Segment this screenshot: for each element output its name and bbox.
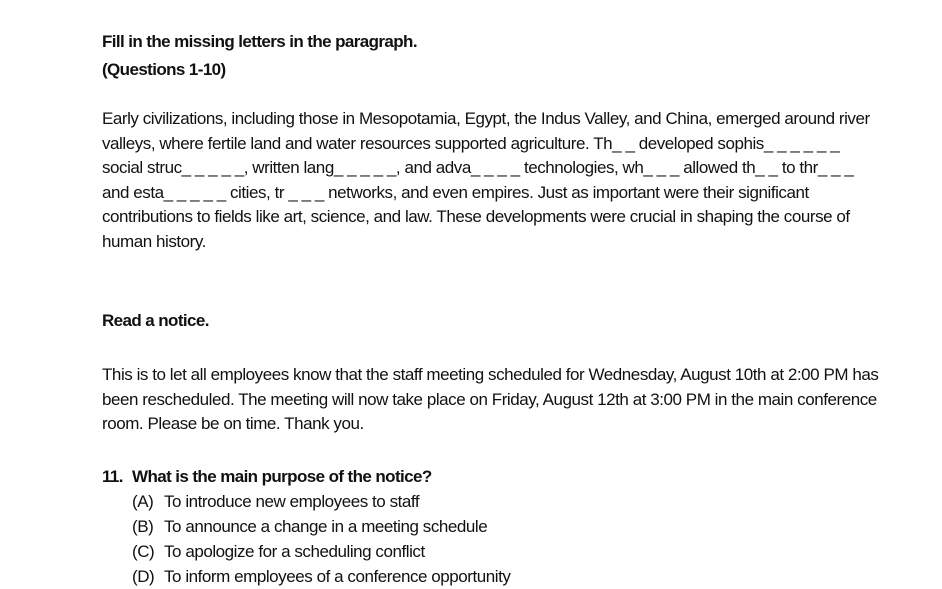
question-11 bbox=[102, 464, 882, 589]
notice-text: This is to let all employees know that the staff meeting scheduled for Wednesday, August 10th at 2:00 PM has been rescheduled. The meeting will now take place on Friday, August 12th at 3:00 PM in the main conference room. Please be on time. Thank you. bbox=[102, 365, 879, 434]
option-letter: (C) bbox=[132, 542, 155, 561]
question-stem bbox=[102, 464, 882, 489]
answer-option-c[interactable] bbox=[132, 539, 882, 564]
answer-option-d[interactable] bbox=[132, 564, 882, 589]
answer-options bbox=[102, 489, 882, 589]
document-page bbox=[102, 28, 882, 586]
question-text: What is the main purpose of the notice? bbox=[132, 467, 432, 486]
option-text: To announce a change in a meeting schedule bbox=[164, 517, 488, 536]
option-text: To introduce new employees to staff bbox=[164, 492, 420, 511]
fill-in-passage: Early civilizations, including those in Mesopotamia, Egypt, the Indus Valley, and China, emerged around river valleys, where fertile land and water resources supported agriculture. Th_ _ developed sophis_ _ _ _ _ _ social struc_ _ _ _ _, written lang_ _ _ _ _, and adva_ _ _ _ technologies, wh_ _ _ allowed th_ _ to thr_ _ _ and esta_ _ _ _ _ cities, tr _ _ _ networks, and even empires. Just as important were their significant contributions to fields like art, science, and law. These developments were crucial in shaping the course of human history. bbox=[102, 109, 870, 251]
option-letter: (D) bbox=[132, 567, 155, 586]
option-letter: (B) bbox=[132, 517, 154, 536]
answer-option-b[interactable] bbox=[132, 514, 882, 539]
option-text: To inform employees of a conference opportunity bbox=[164, 567, 511, 586]
notice-section-title: Read a notice. bbox=[102, 311, 209, 330]
section-instructions-title: Fill in the missing letters in the paragraph. bbox=[102, 32, 417, 51]
option-letter: (A) bbox=[132, 492, 154, 511]
question-number: 11. bbox=[102, 467, 123, 486]
answer-option-a[interactable] bbox=[132, 489, 882, 514]
section-question-range: (Questions 1-10) bbox=[102, 60, 226, 79]
option-text: To apologize for a scheduling conflict bbox=[164, 542, 425, 561]
